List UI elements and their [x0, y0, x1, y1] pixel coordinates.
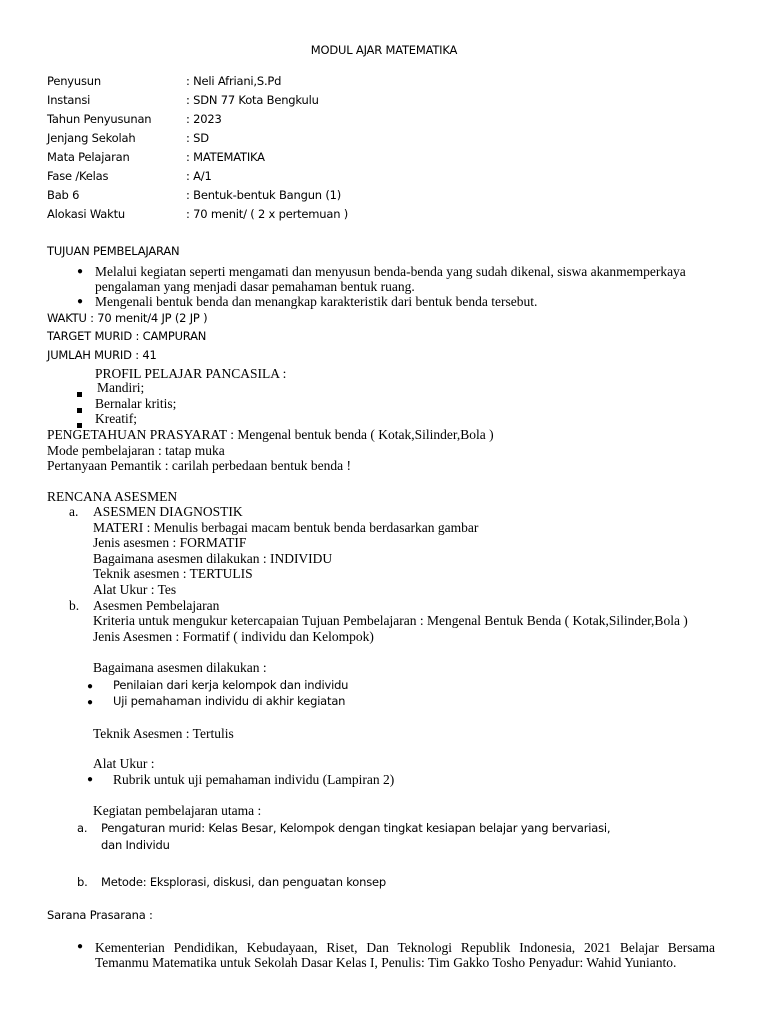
rencana-heading: RENCANA ASESMEN — [47, 489, 178, 504]
tujuan-item-line: pengalaman yang menjadi dasar pemahaman bentuk ruang. — [95, 279, 415, 294]
bullet-icon: ● — [87, 774, 94, 785]
profil-item: Kreatif; — [95, 411, 137, 426]
alat-heading: Alat Ukur : — [93, 756, 155, 771]
kegiatan-heading: Kegiatan pembelajaran utama : — [93, 803, 262, 818]
target-line: TARGET MURID : CAMPURAN — [47, 329, 207, 343]
square-bullet-icon — [77, 401, 82, 417]
pemantik-line: Pertanyaan Pemantik : carilah perbedaan bentuk benda ! — [47, 458, 352, 473]
tujuan-item-line: Mengenali bentuk benda dan menangkap karakteristik dari bentuk benda tersebut. — [95, 294, 538, 309]
asesmen-b-line: Kriteria untuk mengukur ketercapaian Tujuan Pembelajaran : Mengenal Bentuk Benda ( Kotak,Silinder,Bola ) — [93, 613, 688, 628]
profil-item: Mandiri; — [97, 380, 145, 395]
list-marker: a. — [69, 504, 79, 519]
bagaimana-heading: Bagaimana asesmen dilakukan : — [93, 660, 267, 675]
kegiatan-item-line: Pengaturan murid: Kelas Besar, Kelompok dengan tingkat kesiapan belajar yang bervariasi, — [101, 821, 611, 835]
info-label: Penyusun — [47, 74, 101, 88]
kegiatan-item-line: dan Individu — [101, 838, 170, 852]
profil-item: Bernalar kritis; — [95, 396, 177, 411]
waktu-line: WAKTU : 70 menit/4 JP (2 JP ) — [47, 311, 208, 325]
kegiatan-item-line: Metode: Eksplorasi, diskusi, dan penguatan konsep — [101, 875, 386, 889]
asesmen-a-line: Bagaimana asesmen dilakukan : INDIVIDU — [93, 551, 333, 566]
asesmen-a-line: Jenis asesmen : FORMATIF — [93, 535, 247, 550]
asesmen-a-title: ASESMEN DIAGNOSTIK — [93, 504, 243, 519]
bullet-icon: ● — [77, 296, 84, 307]
mode-line: Mode pembelajaran : tatap muka — [47, 443, 225, 458]
tujuan-item-line: Melalui kegiatan seperti mengamati dan menyusun benda-benda yang sudah dikenal, siswa akanmemperkaya — [95, 264, 686, 279]
square-bullet-icon — [77, 385, 82, 401]
info-label: Tahun Penyusunan — [47, 112, 152, 126]
info-value: : SDN 77 Kota Bengkulu — [186, 93, 319, 107]
info-value: : A/1 — [186, 169, 212, 183]
asesmen-b-title: Asesmen Pembelajaran — [93, 598, 220, 613]
info-value: : MATEMATIKA — [186, 150, 265, 164]
info-label: Fase /Kelas — [47, 169, 109, 183]
asesmen-a-line: MATERI : Menulis berbagai macam bentuk benda berdasarkan gambar — [93, 520, 479, 535]
bullet-icon: ● — [87, 697, 94, 708]
info-label: Bab 6 — [47, 188, 80, 202]
info-value: : 2023 — [186, 112, 222, 126]
info-label: Alokasi Waktu — [47, 207, 125, 221]
sarana-item: Kementerian Pendidikan, Kebudayaan, Riset, Dan Teknologi Republik Indonesia, 2021 Belajar Bersama Temanmu Matematika untuk Sekolah Dasar Kelas I, Penulis: Tim Gakko Tosho Penyadur: Wahid Yunianto. — [95, 940, 715, 970]
profil-heading: PROFIL PELAJAR PANCASILA : — [95, 366, 287, 381]
bullet-icon: ● — [77, 941, 84, 952]
list-marker: b. — [69, 598, 80, 613]
bullet-icon: ● — [87, 681, 94, 692]
sarana-heading: Sarana Prasarana : — [47, 908, 153, 922]
asesmen-b-line: Jenis Asesmen : Formatif ( individu dan Kelompok) — [93, 629, 374, 644]
bullet-icon: ● — [77, 266, 84, 277]
info-value: : Bentuk-bentuk Bangun (1) — [186, 188, 342, 202]
bagaimana-item: Uji pemahaman individu di akhir kegiatan — [113, 694, 346, 708]
info-value: : Neli Afriani,S.Pd — [186, 74, 282, 88]
list-marker: a. — [77, 821, 88, 835]
alat-item: Rubrik untuk uji pemahaman individu (Lampiran 2) — [113, 772, 395, 787]
info-value: : SD — [186, 131, 209, 145]
document-title: MODUL AJAR MATEMATIKA — [310, 43, 458, 57]
info-value: : 70 menit/ ( 2 x pertemuan ) — [186, 207, 349, 221]
list-marker: b. — [77, 875, 88, 889]
asesmen-a-line: Alat Ukur : Tes — [93, 582, 177, 597]
info-label: Instansi — [47, 93, 91, 107]
pengetahuan-line: PENGETAHUAN PRASYARAT : Mengenal bentuk benda ( Kotak,Silinder,Bola ) — [47, 427, 494, 442]
bagaimana-item: Penilaian dari kerja kelompok dan individu — [113, 678, 349, 692]
tujuan-heading: TUJUAN PEMBELAJARAN — [47, 244, 180, 258]
info-label: Mata Pelajaran — [47, 150, 130, 164]
info-label: Jenjang Sekolah — [47, 131, 136, 145]
asesmen-a-line: Teknik asesmen : TERTULIS — [93, 566, 253, 581]
jumlah-line: JUMLAH MURID : 41 — [47, 348, 157, 362]
teknik-line: Teknik Asesmen : Tertulis — [93, 726, 234, 741]
